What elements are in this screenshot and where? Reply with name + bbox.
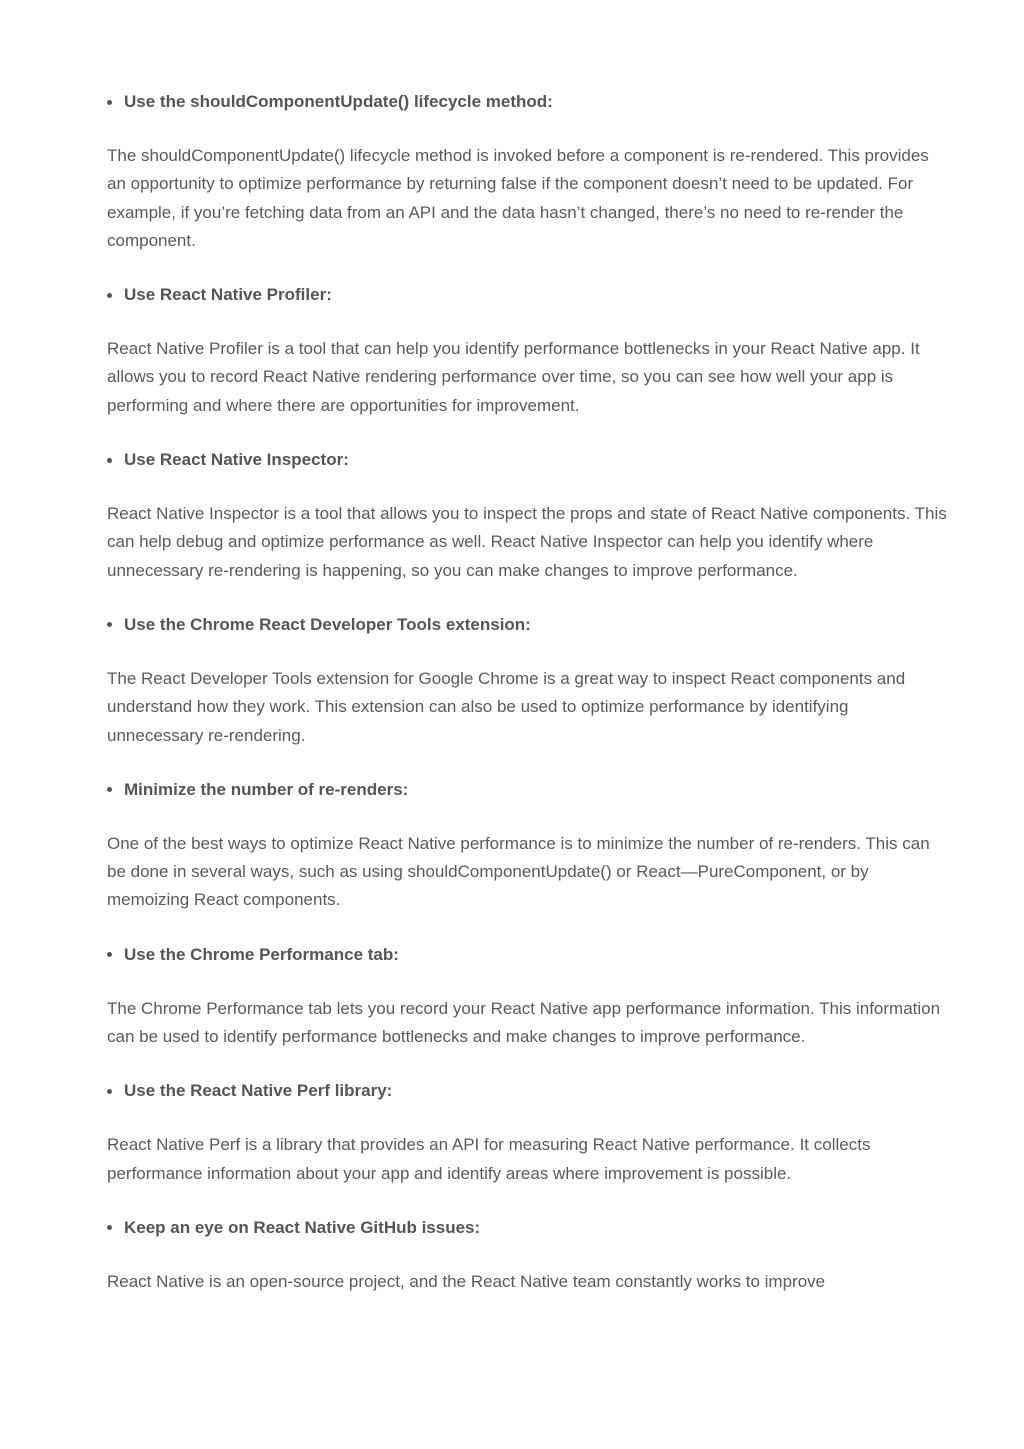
bullet-dot-icon: [107, 100, 112, 105]
heading-text: Use the shouldComponentUpdate() lifecycle method:: [124, 92, 553, 111]
paragraph: One of the best ways to optimize React Native performance is to minimize the number of re-renders. This can be done in several ways, such as using shouldComponentUpdate() or React—PureComponent, or by memoizing React components.: [107, 833, 930, 910]
bullet-dot-icon: [107, 458, 112, 463]
bullet-heading: [107, 446, 947, 474]
bullet-dot-icon: [107, 787, 112, 792]
paragraph: React Native Perf is a library that provides an API for measuring React Native performance. It collects performance information about your app and identify areas where improvement is possible.: [107, 1135, 871, 1183]
bullet-dot-icon: [107, 622, 112, 627]
document-page: [107, 88, 947, 1322]
bullet-heading: [107, 776, 947, 804]
paragraph: The React Developer Tools extension for Google Chrome is a great way to inspect React components and understand how they work. This extension can also be used to optimize performance by identifying unnecessary re-rendering.: [107, 668, 906, 745]
section-github-issues: [107, 1214, 947, 1296]
heading-text: Use the Chrome React Developer Tools extension:: [124, 614, 531, 634]
section-performance-tab: [107, 941, 947, 1052]
section-perf-library: [107, 1077, 947, 1188]
heading-text: Keep an eye on React Native GitHub issues:: [124, 1217, 481, 1237]
heading-text: Use React Native Profiler:: [124, 285, 332, 305]
heading-text: Use the React Native Perf library:: [124, 1081, 393, 1101]
heading-text: Minimize the number of re-renders:: [124, 779, 409, 799]
section-devtools: [107, 611, 947, 750]
section-profiler: [107, 281, 947, 420]
paragraph: The Chrome Performance tab lets you record your React Native app performance information. This information can be used to identify performance bottlenecks and make changes to improve performance.: [107, 998, 941, 1047]
heading-text: Use React Native Inspector:: [124, 450, 349, 470]
paragraph: React Native is an open-source project, and the React Native team constantly works to improve: [107, 1271, 826, 1291]
bullet-heading: [107, 941, 947, 969]
bullet-dot-icon: [107, 952, 112, 957]
bullet-heading: [107, 88, 947, 116]
section-should-component-update: [107, 88, 947, 255]
bullet-dot-icon: [107, 1225, 112, 1230]
bullet-heading: [107, 281, 947, 309]
bullet-heading: [107, 611, 947, 639]
section-minimize-rerenders: [107, 776, 947, 915]
bullet-dot-icon: [107, 293, 112, 298]
paragraph: React Native Profiler is a tool that can help you identify performance bottlenecks in your React Native app. It allows you to record React Native rendering performance over time, so you can see how well your app is performing and where there are opportunities for improvement.: [107, 339, 920, 415]
bullet-heading: [107, 1077, 947, 1105]
heading-text: Use the Chrome Performance tab:: [124, 944, 399, 964]
section-inspector: [107, 446, 947, 585]
bullet-heading: [107, 1214, 947, 1242]
paragraph: React Native Inspector is a tool that allows you to inspect the props and state of React Native components. This can help debug and optimize performance as well. React Native Inspector can help you identify where unnecessary re-rendering is happening, so you can make changes to improve performance.: [107, 504, 947, 580]
paragraph: The shouldComponentUpdate() lifecycle method is invoked before a component is re-rendered. This provides an opportunity to optimize performance by returning false if the component doesn’t need to be updated. For example, if you’re fetching data from an API and the data hasn’t changed, there’s no need to re-render the component.: [107, 146, 929, 250]
bullet-dot-icon: [107, 1089, 112, 1094]
